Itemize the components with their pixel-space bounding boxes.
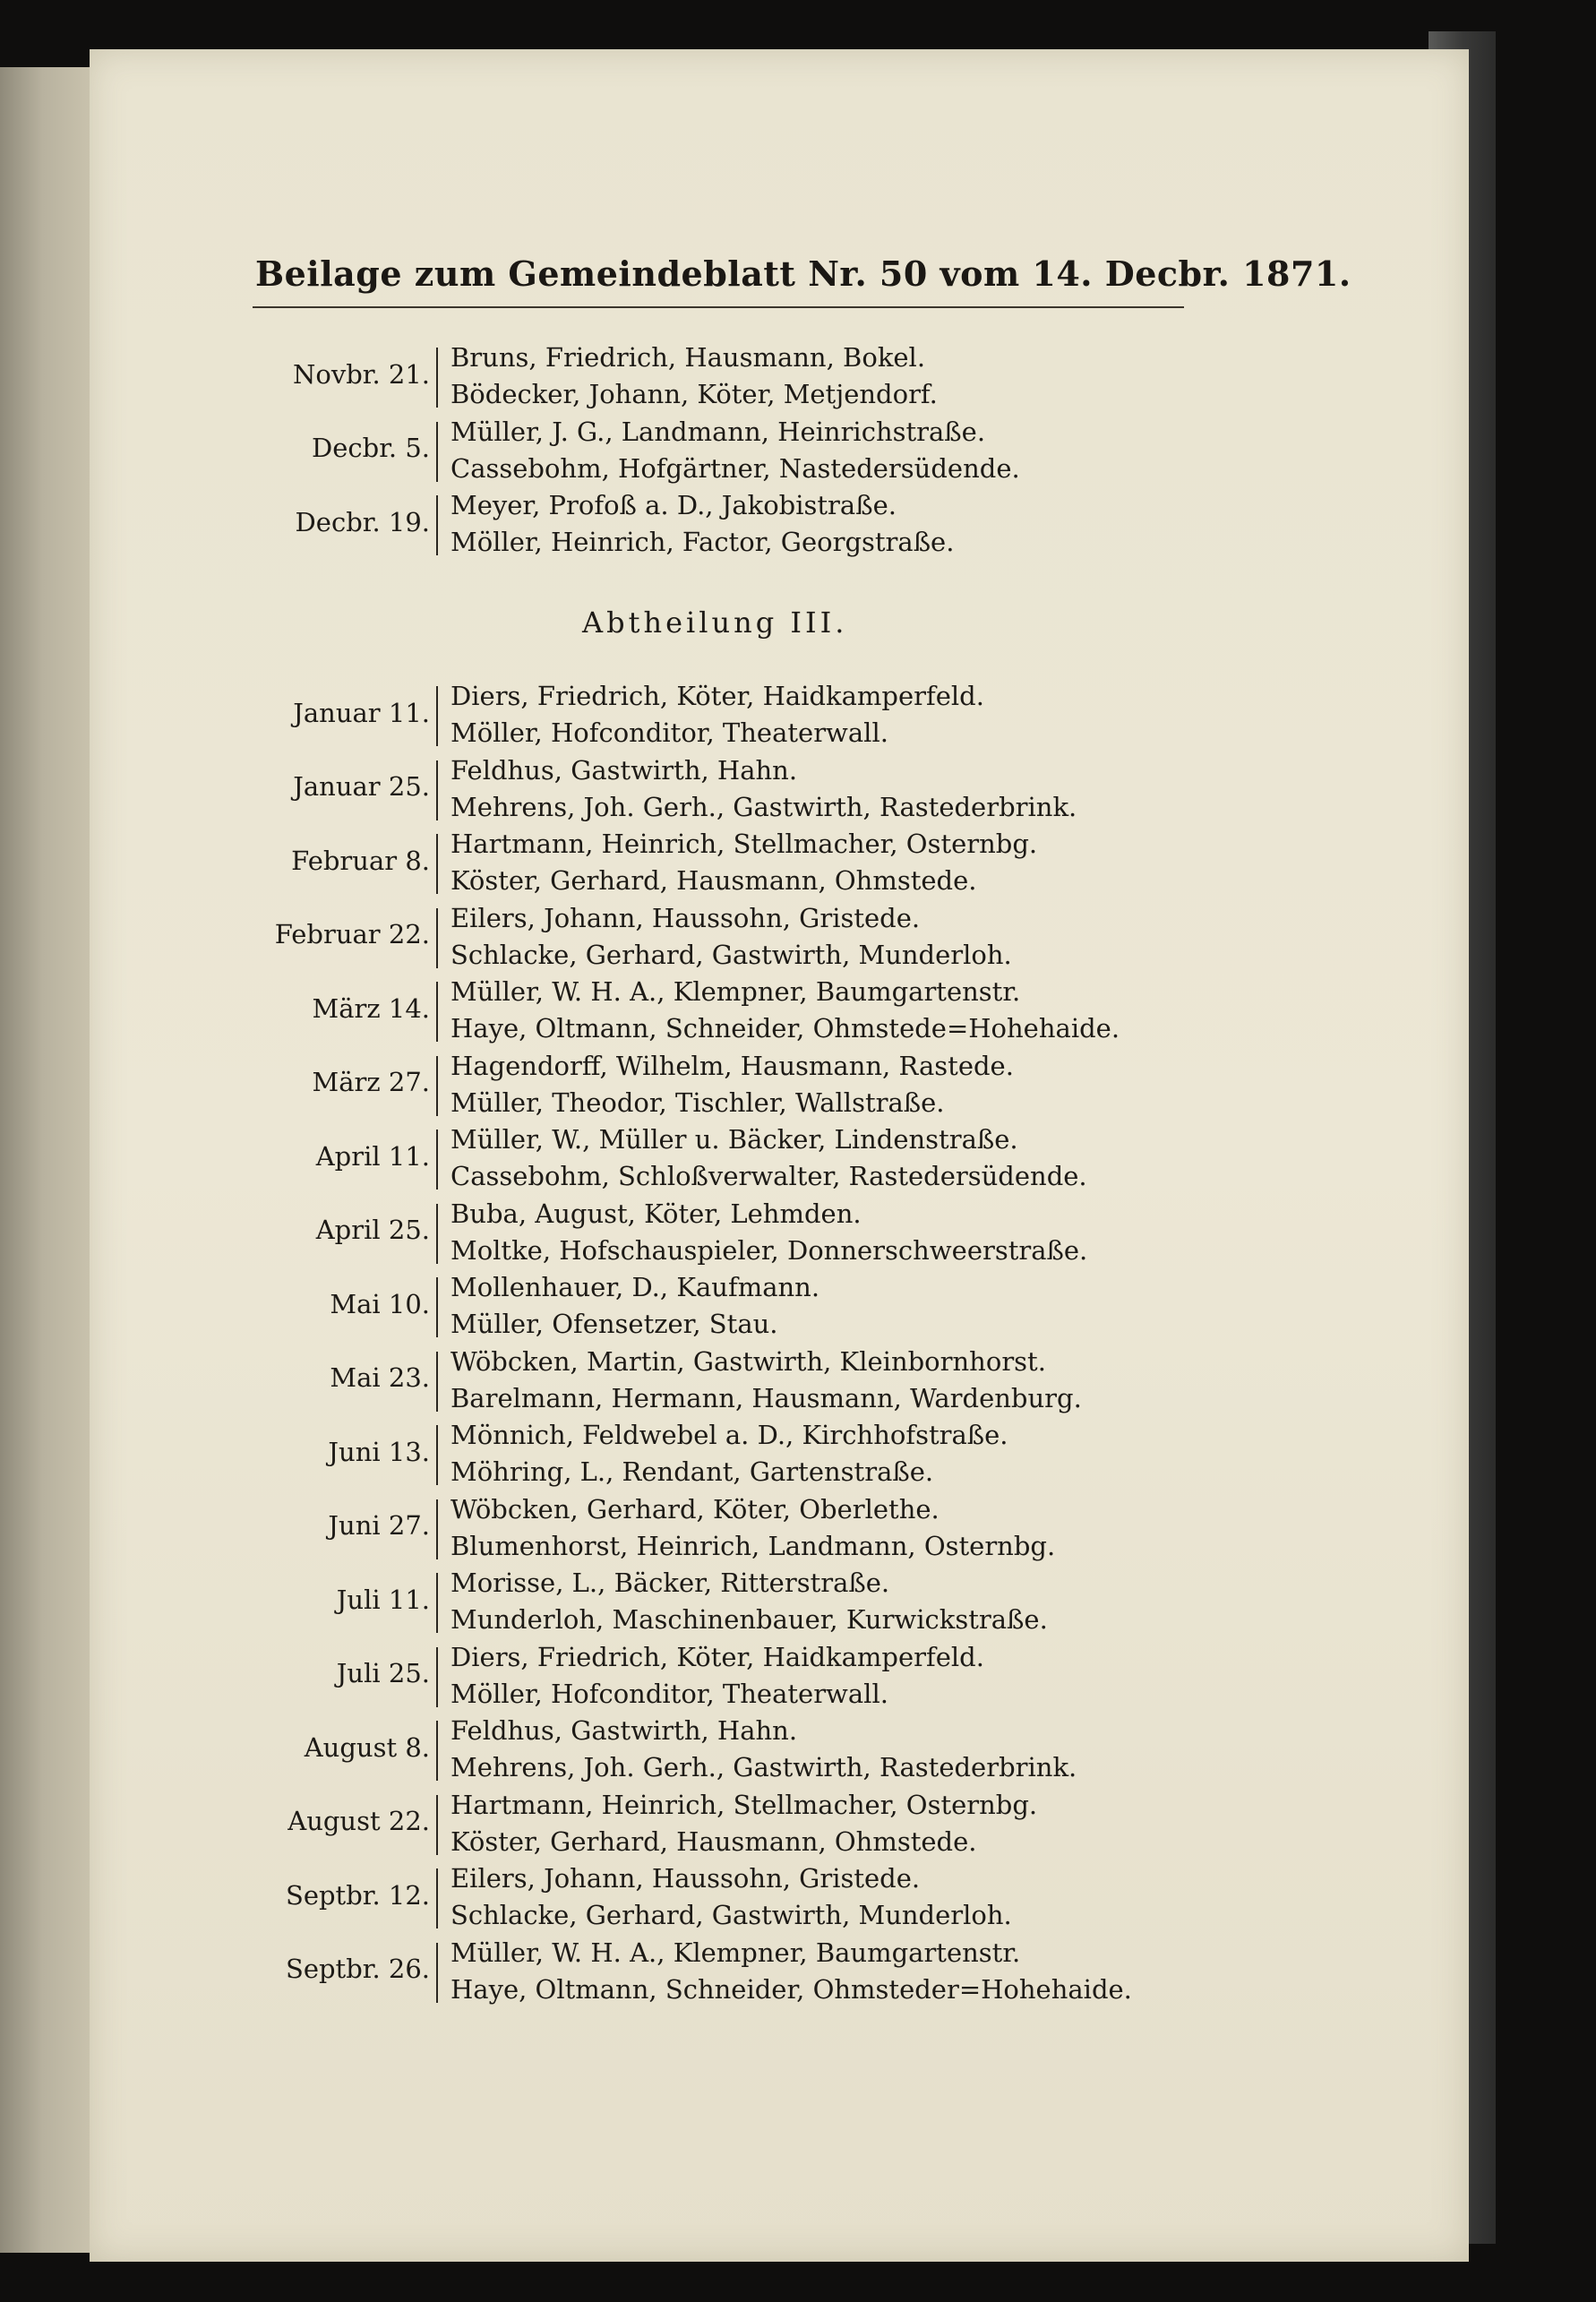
- entry-name: Mehrens, Joh. Gerh., Gastwirth, Rastederbrink.: [450, 791, 1077, 822]
- entry-name: Bödecker, Johann, Köter, Metjendorf.: [450, 379, 938, 409]
- entry-brace: [436, 1204, 443, 1264]
- entry-date: Juni 13.: [328, 1436, 430, 1467]
- entry-name: Mollenhauer, D., Kaufmann.: [450, 1272, 820, 1302]
- entry-brace: [436, 1130, 443, 1190]
- entry-brace: [436, 1499, 443, 1559]
- entry-date: März 14.: [312, 992, 430, 1024]
- entry-date: März 27.: [312, 1067, 430, 1097]
- entry-name: Morisse, L., Bäcker, Ritterstraße.: [450, 1568, 890, 1598]
- entry-brace: [436, 1721, 443, 1781]
- page-header: Beilage zum Gemeindeblatt Nr. 50 vom 14. Decbr. 1871.: [255, 253, 1351, 294]
- entry-brace: [436, 1647, 443, 1707]
- entry-name: Wöbcken, Gerhard, Köter, Oberlethe.: [450, 1493, 940, 1525]
- entry-brace: [436, 760, 443, 820]
- entry-date: Januar 25.: [293, 771, 430, 802]
- entry-date: April 11.: [315, 1140, 430, 1172]
- header-divider: [253, 306, 1184, 308]
- entry-name: Feldhus, Gastwirth, Hahn.: [450, 754, 798, 786]
- entry-brace: [436, 1425, 443, 1485]
- entry-name: Mehrens, Joh. Gerh., Gastwirth, Rastederbrink.: [450, 1752, 1077, 1782]
- entry-name: Hartmann, Heinrich, Stellmacher, Osternbg.: [450, 1789, 1038, 1820]
- entry-name: Möller, Heinrich, Factor, Georgstraße.: [450, 527, 955, 557]
- entry-date: April 25.: [315, 1215, 430, 1245]
- entry-name: Barelmann, Hermann, Hausmann, Wardenburg.: [450, 1382, 1082, 1413]
- entry-name: Möhring, L., Rendant, Gartenstraße.: [450, 1456, 934, 1487]
- entry-brace: [436, 495, 443, 555]
- entry-date: Februar 8.: [291, 845, 430, 876]
- entry-date: Februar 22.: [274, 919, 430, 949]
- entry-name: Mönnich, Feldwebel a. D., Kirchhofstraße.: [450, 1420, 1008, 1450]
- entry-brace: [436, 1573, 443, 1633]
- entry-brace: [436, 1352, 443, 1412]
- entry-name: Meyer, Profoß a. D., Jakobistraße.: [450, 490, 897, 520]
- entry-date: Juli 25.: [336, 1658, 430, 1688]
- entry-brace: [436, 348, 443, 408]
- entry-name: Blumenhorst, Heinrich, Landmann, Osternbg.: [450, 1530, 1056, 1561]
- entry-date: Mai 23.: [330, 1362, 430, 1393]
- entry-brace: [436, 1868, 443, 1928]
- entry-name: Bruns, Friedrich, Hausmann, Bokel.: [450, 342, 926, 373]
- entry-brace: [436, 1277, 443, 1337]
- entry-date: Juni 27.: [328, 1510, 430, 1541]
- entry-date: Decbr. 5.: [311, 433, 430, 463]
- entry-brace: [436, 686, 443, 746]
- entry-date: Januar 11.: [293, 697, 430, 728]
- entry-name: Köster, Gerhard, Hausmann, Ohmstede.: [450, 865, 977, 896]
- entry-date: Septbr. 12.: [285, 1879, 430, 1911]
- entry-name: Munderloh, Maschinenbauer, Kurwickstraße.: [450, 1604, 1048, 1635]
- entry-name: Hagendorff, Wilhelm, Hausmann, Rastede.: [450, 1050, 1014, 1081]
- entry-name: Müller, Ofensetzer, Stau.: [450, 1309, 778, 1339]
- entry-name: Müller, Theodor, Tischler, Wallstraße.: [450, 1087, 945, 1118]
- entry-name: Diers, Friedrich, Köter, Haidkamperfeld.: [450, 681, 984, 711]
- entry-name: Müller, W. H. A., Klempner, Baumgartenstr.: [450, 976, 1021, 1007]
- entry-brace: [436, 1943, 443, 2003]
- section-heading: Abtheilung III.: [582, 606, 848, 640]
- entry-name: Feldhus, Gastwirth, Hahn.: [450, 1715, 798, 1746]
- entry-date: Decbr. 19.: [295, 506, 430, 537]
- entry-date: August 22.: [287, 1806, 430, 1836]
- entry-name: Cassebohm, Schloßverwalter, Rastedersüdende.: [450, 1161, 1087, 1191]
- entry-name: Wöbcken, Martin, Gastwirth, Kleinbornhorst.: [450, 1345, 1046, 1377]
- entry-brace: [436, 1795, 443, 1855]
- entry-name: Haye, Oltmann, Schneider, Ohmstede=Hohehaide.: [450, 1013, 1120, 1044]
- entry-name: Cassebohm, Hofgärtner, Nastedersüdende.: [450, 452, 1020, 484]
- entry-date: August 8.: [304, 1731, 430, 1763]
- entry-brace: [436, 1056, 443, 1116]
- entry-name: Müller, J. G., Landmann, Heinrichstraße.: [450, 416, 986, 447]
- entry-brace: [436, 834, 443, 894]
- entry-name: Müller, W., Müller u. Bäcker, Lindenstraße.: [450, 1124, 1018, 1155]
- entry-name: Schlacke, Gerhard, Gastwirth, Munderloh.: [450, 1900, 1012, 1930]
- entry-brace: [436, 908, 443, 968]
- entry-name: Eilers, Johann, Haussohn, Gristede.: [450, 1863, 921, 1894]
- entry-name: Moltke, Hofschauspieler, Donnerschweerstraße.: [450, 1234, 1088, 1266]
- entry-date: Novbr. 21.: [292, 358, 430, 390]
- entry-name: Eilers, Johann, Haussohn, Gristede.: [450, 902, 921, 933]
- entry-name: Köster, Gerhard, Hausmann, Ohmstede.: [450, 1825, 977, 1857]
- entry-name: Müller, W. H. A., Klempner, Baumgartenstr.: [450, 1937, 1021, 1968]
- entry-name: Möller, Hofconditor, Theaterwall.: [450, 717, 888, 748]
- entry-name: Hartmann, Heinrich, Stellmacher, Osternbg.: [450, 829, 1038, 859]
- entry-date: Mai 10.: [330, 1288, 430, 1319]
- entry-name: Buba, August, Köter, Lehmden.: [450, 1198, 862, 1229]
- entry-name: Haye, Oltmann, Schneider, Ohmsteder=Hohehaide.: [450, 1973, 1132, 2005]
- entry-brace: [436, 422, 443, 482]
- entry-name: Schlacke, Gerhard, Gastwirth, Munderloh.: [450, 939, 1012, 970]
- entry-date: Septbr. 26.: [285, 1954, 430, 1984]
- entry-date: Juli 11.: [336, 1584, 430, 1615]
- entry-brace: [436, 982, 443, 1042]
- entry-name: Diers, Friedrich, Köter, Haidkamperfeld.: [450, 1641, 984, 1672]
- entry-name: Möller, Hofconditor, Theaterwall.: [450, 1678, 888, 1709]
